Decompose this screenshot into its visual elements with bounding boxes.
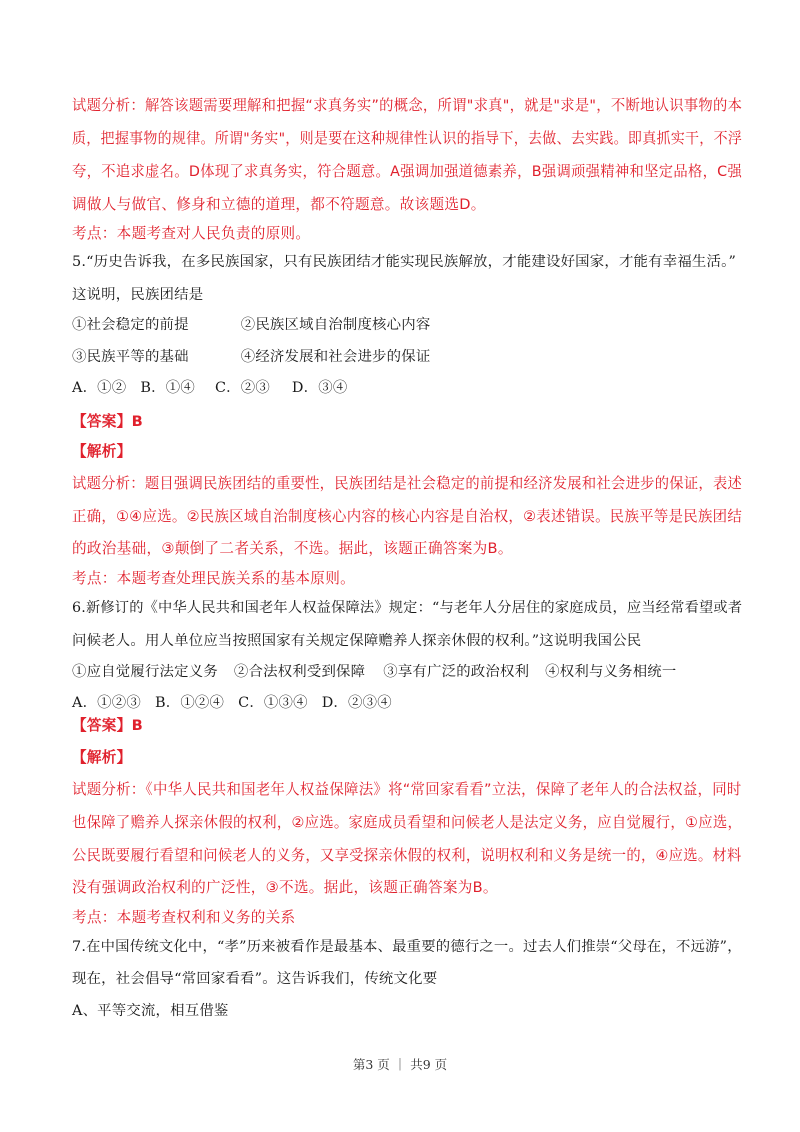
q4-analysis-line: 调做人与做官、修身和立德的道理，都不符题意。故该题选D。 — [72, 196, 486, 213]
q4-kaodian: 考点：本题考查对人民负责的原则。 — [72, 225, 311, 242]
q5-choice: C．②③ — [214, 380, 270, 396]
q6-choice: B．①②④ — [154, 695, 225, 711]
q5-jiexi-label: 【解析】 — [72, 443, 132, 460]
q5-answer: 【答案】B — [72, 413, 143, 430]
q5-choice: B．①④ — [140, 380, 195, 396]
q6-stem: 问候老人。用人单位应当按照国家有关规定保障赡养人探亲休假的权利。”这说明我国公民 — [72, 633, 642, 649]
q5-options-row — [72, 313, 430, 334]
q5-analysis-line: 的政治基础，③颠倒了二者关系，不选。据此，该题正确答案为B。 — [72, 540, 513, 557]
q6-jiexi-label: 【解析】 — [72, 749, 132, 766]
page-footer: 第3 页 ｜ 共9 页 — [352, 1057, 448, 1072]
q6-choice: C．①③④ — [238, 695, 308, 711]
q6-option: ②合法权利受到保障 — [233, 664, 366, 680]
q6-analysis-line: 试题分析：《中华人民共和国老年人权益保障法》将“常回家看看”立法，保障了老年人的合法权益，同时 — [72, 781, 742, 798]
q7-stem: 7.在中国传统文化中，“孝”历来被看作是最基本、最重要的德行之一。过去人们推崇“父母在，不远游”， — [72, 939, 742, 955]
q6-option: ①应自觉履行法定义务 — [72, 664, 218, 680]
q4-analysis-line: 质，把握事物的规律。所谓"务实"，则是要在这种规律性认识的指导下，去做、去实践。即真抓实干，不浮 — [72, 130, 743, 147]
q5-option: ②民族区域自治制度核心内容 — [240, 317, 431, 333]
q4-analysis-line: 夸，不追求虚名。D体现了求真务实，符合题意。A强调加强道德素养，B强调顽强精神和坚定品格，C强 — [72, 163, 743, 180]
q5-stem: 这说明，民族团结是 — [72, 287, 204, 303]
q6-stem: 6.新修订的《中华人民共和国老年人权益保障法》规定：“与老年人分居住的家庭成员，应当经常看望或者 — [72, 600, 743, 616]
q5-option: ③民族平等的基础 — [72, 349, 189, 365]
q5-kaodian: 考点：本题考查处理民族关系的基本原则。 — [72, 570, 355, 587]
q6-choice: D．②③④ — [321, 695, 392, 711]
q6-choices-row — [72, 691, 392, 712]
q6-option: ③享有广泛的政治权利 — [383, 664, 530, 680]
q5-stem: 5.“历史告诉我，在多民族国家，只有民族团结才能实现民族解放，才能建设好国家，才能有幸福生活。” — [72, 254, 737, 270]
q5-options-row — [72, 345, 430, 366]
q6-kaodian: 考点：本题考查权利和义务的关系 — [72, 909, 296, 926]
q6-analysis-line: 也保障了赡养人探亲休假的权利，②应选。家庭成员看望和问候老人是法定义务，应自觉履行，①应选， — [72, 814, 743, 831]
q6-option: ④权利与义务相统一 — [545, 664, 677, 680]
q7-stem: 现在，社会倡导“常回家看看”。这告诉我们，传统文化要 — [72, 971, 438, 987]
q6-choice: A．①②③ — [72, 695, 141, 711]
q5-choice: D．③④ — [291, 380, 348, 396]
q7-choice: A、平等交流，相互借鉴 — [72, 1003, 229, 1019]
q6-analysis-line: 没有强调政治权利的广泛性，③不选。据此，该题正确答案为B。 — [72, 879, 498, 896]
q5-choices-row — [72, 376, 347, 397]
q6-answer: 【答案】B — [72, 717, 143, 734]
q6-options-row — [72, 660, 677, 681]
q5-choice: A．①② — [72, 380, 127, 396]
q6-analysis-line: 公民既要履行看望和问候老人的义务，又享受探亲休假的权利，说明权利和义务是统一的，④应选。材料 — [72, 847, 742, 864]
q5-analysis-line: 试题分析：题目强调民族团结的重要性，民族团结是社会稳定的前提和经济发展和社会进步的保证，表述 — [72, 475, 743, 492]
q4-analysis-line: 试题分析：解答该题需要理解和把握“求真务实”的概念，所谓"求真"，就是"求是"，不断地认识事物的本 — [72, 97, 743, 114]
q5-option: ①社会稳定的前提 — [72, 317, 189, 333]
q5-analysis-line: 正确，①④应选。②民族区域自治制度核心内容的核心内容是自治权，②表述错误。民族平等是民族团结 — [72, 508, 743, 525]
q5-option: ④经济发展和社会进步的保证 — [240, 349, 431, 365]
